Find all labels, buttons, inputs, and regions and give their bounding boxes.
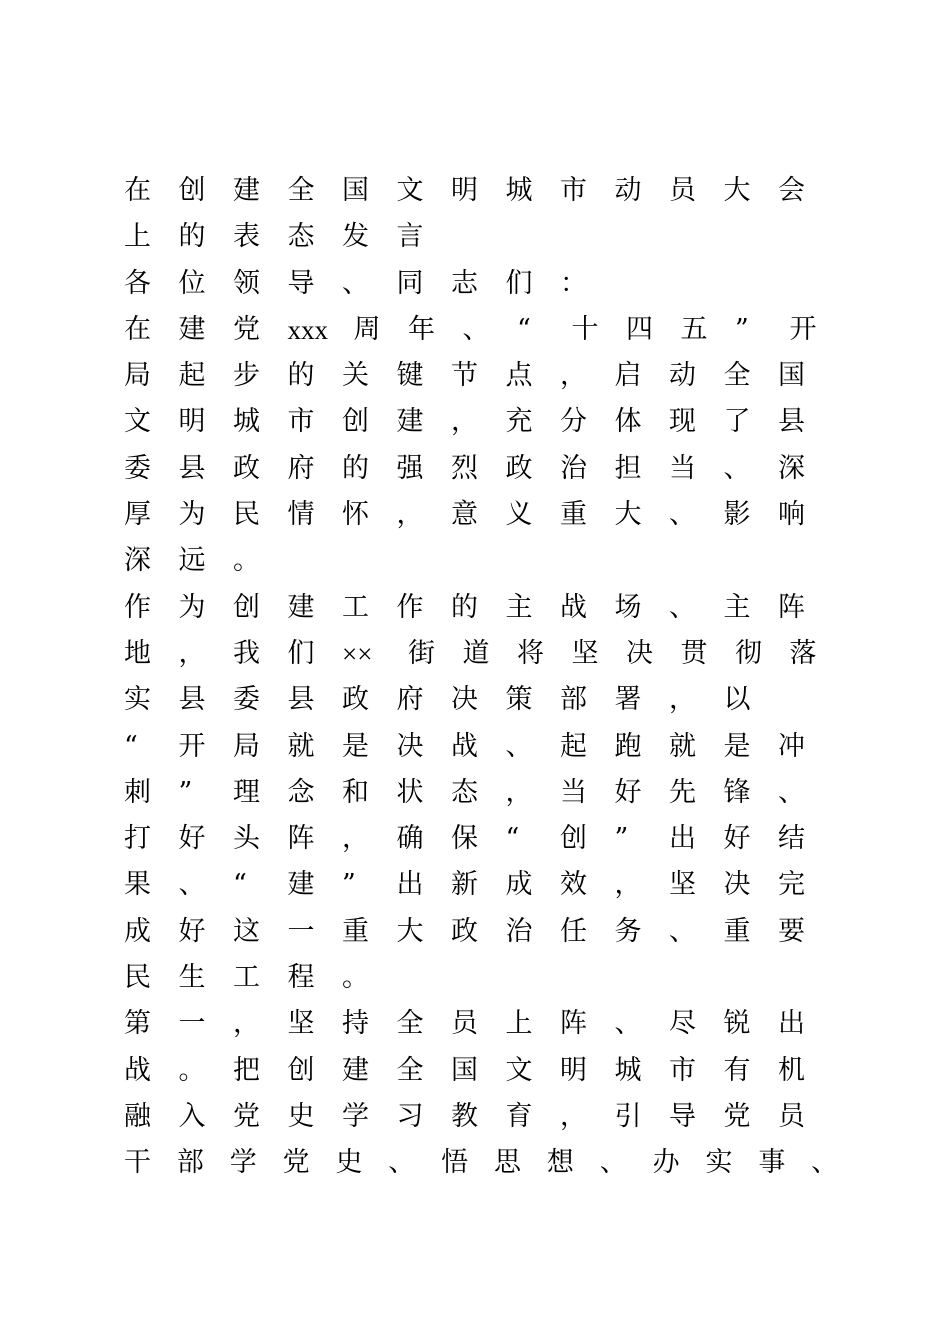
paragraph-line: 文 明 城 市 创 建 ， 充 分 体 现 了 县 [124, 406, 805, 438]
paragraph-line: 果 、 “ 建 ” 出 新 成 效 ， 坚 决 完 [124, 869, 805, 901]
paragraph-line: 民 生 工 程 。 [124, 962, 369, 994]
paragraph-line: 干 部 学 党 史 、 悟 思 想 、 办 实 事 、 [124, 1147, 839, 1179]
title-line: 上 的 表 态 发 言 [124, 221, 424, 253]
paragraph-line: 成 好 这 一 重 大 政 治 任 务 、 重 要 [124, 915, 805, 947]
paragraph-line: “ 开 局 就 是 决 战 、 起 跑 就 是 冲 [124, 730, 805, 762]
salutation: 各 位 领 导 、 同 志 们 ： [124, 267, 587, 299]
paragraph-line: 委 县 政 府 的 强 烈 政 治 担 当 、 深 [124, 452, 805, 484]
paragraph-line: 实 县 委 县 政 府 决 策 部 署 ， 以 [124, 684, 751, 716]
paragraph-line: 打 好 头 阵 ， 确 保 “ 创 ” 出 好 结 [124, 823, 805, 855]
paragraph-line: 厚 为 民 情 怀 ， 意 义 重 大 、 影 响 [124, 499, 805, 531]
title-line: 在 创 建 全 国 文 明 城 市 动 员 大 会 [124, 175, 805, 206]
document-body [124, 168, 864, 1187]
paragraph-line: 作 为 创 建 工 作 的 主 战 场 、 主 阵 [124, 591, 805, 623]
paragraph-line: 地 ， 我 们 ×× 街 道 将 坚 决 贯 彻 落 [124, 637, 817, 669]
paragraph-line: 第 一 ， 坚 持 全 员 上 阵 、 尽 锐 出 [124, 1008, 805, 1040]
paragraph-line: 深 远 。 [124, 545, 260, 577]
paragraph-line: 局 起 步 的 关 键 节 点 ， 启 动 全 国 [124, 360, 805, 392]
paragraph-line: 融 入 党 史 学 习 教 育 ， 引 导 党 员 [124, 1100, 805, 1132]
paragraph-line: 刺 ” 理 念 和 状 态 ， 当 好 先 锋 、 [124, 776, 805, 808]
paragraph-line: 战 。 把 创 建 全 国 文 明 城 市 有 机 [124, 1054, 805, 1086]
paragraph-line: 在 建 党 xxx 周 年 、 “ 十 四 五 ” 开 [124, 313, 817, 345]
